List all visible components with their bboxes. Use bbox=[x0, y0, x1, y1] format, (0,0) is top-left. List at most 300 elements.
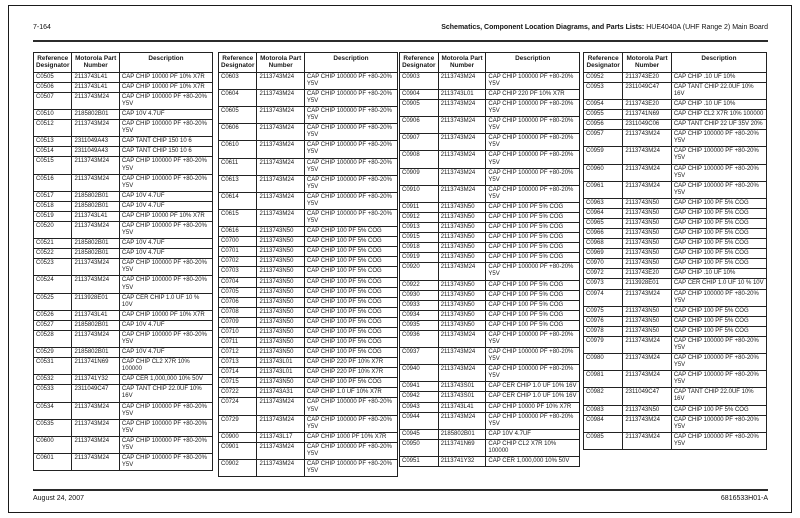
table-row bbox=[584, 198, 767, 208]
table-row bbox=[400, 223, 580, 233]
description-cell: CAP CHIP 100 PF 5% COG bbox=[304, 337, 397, 347]
part-number-cell: 2113743N50 bbox=[438, 320, 486, 330]
part-number-cell: 2113743N50 bbox=[623, 198, 671, 208]
ref-designator-cell: C0521 bbox=[34, 239, 72, 249]
description-cell: CAP CHIP 100000 PF +80-20% Y5V bbox=[486, 168, 580, 185]
ref-designator-cell: C0945 bbox=[400, 429, 439, 439]
part-number-cell: 2113743N50 bbox=[257, 378, 304, 388]
description-cell: CAP CHIP 100 PF 5% COG bbox=[304, 277, 397, 287]
ref-designator-cell: C0950 bbox=[400, 439, 439, 456]
part-number-cell: 2113743N50 bbox=[257, 267, 304, 277]
ref-designator-cell: C0953 bbox=[584, 82, 623, 99]
table-header-row bbox=[400, 53, 580, 73]
ref-designator-cell: C0984 bbox=[584, 415, 623, 432]
ref-designator-cell: C0912 bbox=[400, 212, 439, 222]
part-number-cell: 2311049C47 bbox=[72, 385, 119, 402]
description-cell: CAP CHIP 100000 PF +80-20% Y5V bbox=[119, 157, 212, 174]
description-cell: CAP CER CHIP 1.0 UF 10% 16V bbox=[486, 382, 580, 392]
table-row bbox=[34, 72, 213, 82]
part-number-cell: 2113743M24 bbox=[72, 402, 119, 419]
part-number-cell: 2113743M24 bbox=[438, 72, 486, 89]
part-number-cell: 2113743M24 bbox=[72, 174, 119, 191]
table-header-row bbox=[219, 53, 398, 73]
header-title-section: Schematics, Component Location Diagrams, and Parts Lists: bbox=[441, 24, 645, 31]
ref-designator-cell: C0601 bbox=[34, 454, 72, 471]
description-cell: CAP CHIP 10000 PF 10% X7R bbox=[119, 72, 212, 82]
part-number-cell: 2113743N50 bbox=[438, 310, 486, 320]
ref-designator-cell: C0703 bbox=[219, 267, 257, 277]
ref-designator-cell: C0943 bbox=[400, 402, 439, 412]
part-number-cell: 2113743E20 bbox=[623, 269, 671, 279]
parts-table-column-4 bbox=[583, 52, 767, 450]
column-header: Description bbox=[671, 53, 766, 73]
ref-designator-cell: C0533 bbox=[34, 385, 72, 402]
ref-designator-cell: C0605 bbox=[219, 107, 257, 124]
table-row bbox=[584, 269, 767, 279]
description-cell: CAP CHIP 100000 PF +80-20% Y5V bbox=[119, 259, 212, 276]
table-row bbox=[34, 147, 213, 157]
description-cell: CAP 10V 4.7UF bbox=[119, 110, 212, 120]
part-number-cell: 2113743M24 bbox=[257, 158, 304, 175]
description-cell: CAP CHIP 100000 PF +80-20% Y5V bbox=[486, 72, 580, 89]
part-number-cell: 2113743M24 bbox=[257, 460, 304, 477]
part-number-cell: 2113743M24 bbox=[438, 412, 486, 429]
part-number-cell: 2113743M24 bbox=[623, 371, 671, 388]
description-cell: CAP CER 1,000,000 10% 50V bbox=[119, 375, 212, 385]
table-row bbox=[34, 211, 213, 221]
description-cell: CAP CHIP 100000 PF +80-20% Y5V bbox=[119, 221, 212, 238]
part-number-cell: 2113743M24 bbox=[438, 348, 486, 365]
table-row bbox=[400, 402, 580, 412]
ref-designator-cell: C0704 bbox=[219, 277, 257, 287]
description-cell: CAP CHIP 100000 PF +80-20% Y5V bbox=[119, 276, 212, 293]
part-number-cell: 2185802B01 bbox=[72, 191, 119, 201]
ref-designator-cell: C0708 bbox=[219, 307, 257, 317]
table-row bbox=[584, 130, 767, 147]
description-cell: CAP CHIP 220 PF 10% X7R bbox=[486, 89, 580, 99]
column-header: Motorola Part Number bbox=[72, 53, 119, 73]
parts-table-column-1 bbox=[33, 52, 213, 471]
part-number-cell: 2113743E20 bbox=[623, 72, 671, 82]
ref-designator-cell: C0527 bbox=[34, 320, 72, 330]
part-number-cell: 2113743N50 bbox=[623, 405, 671, 415]
ref-designator-cell: C0516 bbox=[34, 174, 72, 191]
part-number-cell: 2113743M24 bbox=[623, 336, 671, 353]
part-number-cell: 2113743N50 bbox=[257, 337, 304, 347]
ref-designator-cell: C0956 bbox=[584, 120, 623, 130]
ref-designator-cell: C0713 bbox=[219, 358, 257, 368]
table-row bbox=[400, 348, 580, 365]
part-number-cell: 2113743N50 bbox=[257, 237, 304, 247]
description-cell: CAP TANT CHIP 150 10 6 bbox=[119, 147, 212, 157]
part-number-cell: 2113743M24 bbox=[257, 175, 304, 192]
column-header: Reference Designator bbox=[34, 53, 72, 73]
column-header: Description bbox=[119, 53, 212, 73]
ref-designator-cell: C0951 bbox=[400, 457, 439, 467]
part-number-cell: 2311049C47 bbox=[623, 82, 671, 99]
column-header: Reference Designator bbox=[219, 53, 257, 73]
part-number-cell: 2113743N50 bbox=[257, 287, 304, 297]
description-cell: CAP CHIP 100 PF 5% COG bbox=[671, 249, 766, 259]
description-cell: CAP CHIP 100 PF 5% COG bbox=[486, 212, 580, 222]
description-cell: CAP CHIP 100000 PF +80-20% Y5V bbox=[304, 442, 397, 459]
table-row bbox=[400, 99, 580, 116]
description-cell: CAP CHIP 100 PF 5% COG bbox=[671, 239, 766, 249]
ref-designator-cell: C0910 bbox=[400, 185, 439, 202]
ref-designator-cell: C0975 bbox=[584, 306, 623, 316]
table-row bbox=[584, 388, 767, 405]
ref-designator-cell: C0954 bbox=[584, 99, 623, 109]
part-number-cell: 2185802B01 bbox=[72, 239, 119, 249]
table-row bbox=[34, 157, 213, 174]
ref-designator-cell: C0915 bbox=[400, 233, 439, 243]
table-row bbox=[400, 212, 580, 222]
part-number-cell: 2113743M24 bbox=[257, 107, 304, 124]
header-title bbox=[441, 24, 768, 31]
description-cell: CAP CHIP 100 PF 5% COG bbox=[671, 405, 766, 415]
part-number-cell: 2113743N50 bbox=[257, 277, 304, 287]
table-row bbox=[584, 249, 767, 259]
description-cell: CAP CER CHIP 1.0 UF 10 % 10V bbox=[671, 279, 766, 289]
part-number-cell: 2113743L41 bbox=[438, 402, 486, 412]
ref-designator-cell: C0933 bbox=[400, 300, 439, 310]
table-row bbox=[219, 175, 398, 192]
ref-designator-cell: C0964 bbox=[584, 208, 623, 218]
description-cell: CAP CHIP 100000 PF +80-20% Y5V bbox=[671, 371, 766, 388]
table-row bbox=[34, 348, 213, 358]
part-number-cell: 2311049A43 bbox=[72, 147, 119, 157]
table-row bbox=[34, 454, 213, 471]
ref-designator-cell: C0610 bbox=[219, 141, 257, 158]
table-row bbox=[219, 237, 398, 247]
table-row bbox=[219, 327, 398, 337]
table-row bbox=[219, 247, 398, 257]
description-cell: CAP CHIP 100 PF 5% COG bbox=[486, 202, 580, 212]
part-number-cell: 2113743N50 bbox=[257, 307, 304, 317]
table-row bbox=[584, 181, 767, 198]
column-header: Motorola Part Number bbox=[257, 53, 304, 73]
part-number-cell: 2113743M24 bbox=[623, 147, 671, 164]
ref-designator-cell: C0982 bbox=[584, 388, 623, 405]
table-row bbox=[219, 257, 398, 267]
description-cell: CAP CHIP 100 PF 5% COG bbox=[486, 233, 580, 243]
ref-designator-cell: C0900 bbox=[219, 432, 257, 442]
description-cell: CAP CHIP .10 UF 10% bbox=[671, 269, 766, 279]
ref-designator-cell: C0960 bbox=[584, 164, 623, 181]
description-cell: CAP 10V 4.7UF bbox=[119, 201, 212, 211]
part-number-cell: 2311049C06 bbox=[623, 120, 671, 130]
description-cell: CAP CHIP 1000 PF 10% X7R bbox=[304, 432, 397, 442]
table-row bbox=[400, 263, 580, 280]
table-row bbox=[34, 293, 213, 310]
part-number-cell: 2113743M24 bbox=[623, 289, 671, 306]
description-cell: CAP CHIP 100000 PF +80-20% Y5V bbox=[304, 415, 397, 432]
part-number-cell: 2113743N50 bbox=[438, 300, 486, 310]
table-row bbox=[584, 259, 767, 269]
ref-designator-cell: C0901 bbox=[219, 442, 257, 459]
part-number-cell: 2113743M24 bbox=[257, 192, 304, 209]
table-row bbox=[400, 253, 580, 263]
description-cell: CAP CHIP 100000 PF +80-20% Y5V bbox=[671, 289, 766, 306]
table-row bbox=[400, 243, 580, 253]
ref-designator-cell: C0711 bbox=[219, 337, 257, 347]
description-cell: CAP CHIP 100 PF 5% COG bbox=[671, 326, 766, 336]
description-cell: CAP CHIP 100 PF 5% COG bbox=[671, 229, 766, 239]
table-row bbox=[219, 388, 398, 398]
footer-date: August 24, 2007 bbox=[33, 495, 84, 502]
ref-designator-cell: C0616 bbox=[219, 227, 257, 237]
part-number-cell: 2113743M24 bbox=[72, 259, 119, 276]
table-row bbox=[219, 209, 398, 226]
table-row bbox=[219, 415, 398, 432]
part-number-cell: 2113743M24 bbox=[257, 442, 304, 459]
part-number-cell: 2113743M24 bbox=[438, 134, 486, 151]
part-number-cell: 2311049A43 bbox=[72, 137, 119, 147]
ref-designator-cell: C0712 bbox=[219, 348, 257, 358]
table-row bbox=[400, 233, 580, 243]
part-number-cell: 2113743M24 bbox=[72, 454, 119, 471]
table-row bbox=[584, 82, 767, 99]
part-number-cell: 2113743N50 bbox=[623, 326, 671, 336]
description-cell: CAP CHIP 100 PF 5% COG bbox=[304, 348, 397, 358]
description-cell: CAP CHIP 10000 PF 10% X7R bbox=[119, 82, 212, 92]
description-cell: CAP CER CHIP 1.0 UF 10 % 10V bbox=[119, 293, 212, 310]
table-row bbox=[400, 412, 580, 429]
ref-designator-cell: C0903 bbox=[400, 72, 439, 89]
ref-designator-cell: C0526 bbox=[34, 310, 72, 320]
header-title-board: HUE4040A (UHF Range 2) Main Board bbox=[644, 24, 768, 31]
description-cell: CAP CHIP 100 PF 5% COG bbox=[671, 218, 766, 228]
description-cell: CAP CER 1,000,000 10% 50V bbox=[486, 457, 580, 467]
description-cell: CAP CHIP 100000 PF +80-20% Y5V bbox=[486, 263, 580, 280]
ref-designator-cell: C0955 bbox=[584, 110, 623, 120]
ref-designator-cell: C0604 bbox=[219, 89, 257, 106]
table-row bbox=[219, 432, 398, 442]
ref-designator-cell: C0980 bbox=[584, 354, 623, 371]
part-number-cell: 2113743N50 bbox=[438, 223, 486, 233]
table-row bbox=[34, 221, 213, 238]
ref-designator-cell: C0972 bbox=[584, 269, 623, 279]
table-row bbox=[584, 120, 767, 130]
part-number-cell: 2113743M24 bbox=[257, 124, 304, 141]
table-row bbox=[400, 134, 580, 151]
description-cell: CAP CHIP 100000 PF +80-20% Y5V bbox=[304, 175, 397, 192]
ref-designator-cell: C0507 bbox=[34, 92, 72, 109]
description-cell: CAP CHIP 100000 PF +80-20% Y5V bbox=[486, 151, 580, 168]
ref-designator-cell: C0518 bbox=[34, 201, 72, 211]
part-number-cell: 2113743N50 bbox=[438, 202, 486, 212]
description-cell: CAP CHIP 100000 PF +80-20% Y5V bbox=[304, 209, 397, 226]
table-row bbox=[34, 92, 213, 109]
description-cell: CAP CHIP 100000 PF +80-20% Y5V bbox=[119, 92, 212, 109]
table-row bbox=[219, 107, 398, 124]
part-number-cell: 2113743N50 bbox=[438, 212, 486, 222]
part-number-cell: 2113743M24 bbox=[438, 99, 486, 116]
table-row bbox=[584, 110, 767, 120]
table-row bbox=[34, 82, 213, 92]
part-number-cell: 2113928E01 bbox=[623, 279, 671, 289]
description-cell: CAP CHIP 100000 PF +80-20% Y5V bbox=[119, 454, 212, 471]
part-number-cell: 2113743M24 bbox=[72, 436, 119, 453]
description-cell: CAP CHIP 100000 PF +80-20% Y5V bbox=[671, 147, 766, 164]
ref-designator-cell: C0935 bbox=[400, 320, 439, 330]
description-cell: CAP TANT CHIP 22.0UF 10% 16V bbox=[119, 385, 212, 402]
ref-designator-cell: C0715 bbox=[219, 378, 257, 388]
table-row bbox=[34, 249, 213, 259]
description-cell: CAP CHIP 220 PF 10% X7R bbox=[304, 368, 397, 378]
table-row bbox=[584, 279, 767, 289]
ref-designator-cell: C0532 bbox=[34, 375, 72, 385]
ref-designator-cell: C0523 bbox=[34, 259, 72, 276]
table-row bbox=[219, 141, 398, 158]
table-row bbox=[34, 201, 213, 211]
ref-designator-cell: C0940 bbox=[400, 365, 439, 382]
ref-designator-cell: C0505 bbox=[34, 72, 72, 82]
part-number-cell: 2113743M24 bbox=[72, 120, 119, 137]
table-row bbox=[584, 239, 767, 249]
ref-designator-cell: C0525 bbox=[34, 293, 72, 310]
parts-table bbox=[33, 52, 213, 471]
table-row bbox=[219, 317, 398, 327]
part-number-cell: 2113743N50 bbox=[257, 348, 304, 358]
ref-designator-cell: C0529 bbox=[34, 348, 72, 358]
ref-designator-cell: C0519 bbox=[34, 211, 72, 221]
table-row bbox=[34, 385, 213, 402]
ref-designator-cell: C0920 bbox=[400, 263, 439, 280]
description-cell: CAP CHIP 100 PF 5% COG bbox=[304, 267, 397, 277]
table-row bbox=[400, 89, 580, 99]
description-cell: CAP 10V 4.7UF bbox=[119, 249, 212, 259]
ref-designator-cell: C0613 bbox=[219, 175, 257, 192]
description-cell: CAP CHIP 100 PF 5% COG bbox=[671, 198, 766, 208]
table-row bbox=[219, 297, 398, 307]
description-cell: CAP CHIP 100 PF 5% COG bbox=[486, 253, 580, 263]
part-number-cell: 2113743N50 bbox=[438, 253, 486, 263]
part-number-cell: 2185802B01 bbox=[72, 320, 119, 330]
table-row bbox=[584, 432, 767, 449]
part-number-cell: 2113743S01 bbox=[438, 382, 486, 392]
table-row bbox=[400, 429, 580, 439]
table-row bbox=[34, 320, 213, 330]
part-number-cell: 2113743M24 bbox=[623, 130, 671, 147]
ref-designator-cell: C0974 bbox=[584, 289, 623, 306]
part-number-cell: 2113743M24 bbox=[623, 415, 671, 432]
part-number-cell: 2113741Y32 bbox=[438, 457, 486, 467]
ref-designator-cell: C0534 bbox=[34, 402, 72, 419]
description-cell: CAP CHIP 100000 PF +80-20% Y5V bbox=[671, 354, 766, 371]
table-row bbox=[219, 124, 398, 141]
description-cell: CAP CHIP 100000 PF +80-20% Y5V bbox=[486, 134, 580, 151]
part-number-cell: 2185802B01 bbox=[72, 249, 119, 259]
ref-designator-cell: C0513 bbox=[34, 137, 72, 147]
description-cell: CAP CHIP 100000 PF +80-20% Y5V bbox=[486, 365, 580, 382]
description-cell: CAP CHIP 100 PF 5% COG bbox=[304, 247, 397, 257]
description-cell: CAP CHIP 100000 PF +80-20% Y5V bbox=[671, 415, 766, 432]
part-number-cell: 2113743M24 bbox=[623, 354, 671, 371]
description-cell: CAP CHIP 100 PF 5% COG bbox=[304, 257, 397, 267]
table-row bbox=[400, 151, 580, 168]
description-cell: CAP CHIP 220 PF 10% X7R bbox=[304, 358, 397, 368]
column-header: Reference Designator bbox=[400, 53, 439, 73]
description-cell: CAP CHIP .10 UF 10% bbox=[671, 72, 766, 82]
ref-designator-cell: C0506 bbox=[34, 82, 72, 92]
ref-designator-cell: C0600 bbox=[34, 436, 72, 453]
description-cell: CAP CHIP 10000 PF 10% X7R bbox=[119, 211, 212, 221]
description-cell: CAP CHIP 100 PF 5% COG bbox=[486, 320, 580, 330]
part-number-cell: 2113743N50 bbox=[623, 229, 671, 239]
description-cell: CAP CHIP 100 PF 5% COG bbox=[304, 297, 397, 307]
part-number-cell: 2113743L01 bbox=[257, 368, 304, 378]
table-row bbox=[584, 326, 767, 336]
description-cell: CAP CHIP 100000 PF +80-20% Y5V bbox=[119, 419, 212, 436]
table-row bbox=[34, 310, 213, 320]
table-row bbox=[400, 185, 580, 202]
description-cell: CAP CHIP 100000 PF +80-20% Y5V bbox=[486, 117, 580, 134]
table-row bbox=[34, 375, 213, 385]
table-header-row bbox=[584, 53, 767, 73]
table-row bbox=[34, 120, 213, 137]
table-row bbox=[400, 382, 580, 392]
table-row bbox=[400, 290, 580, 300]
description-cell: CAP CHIP 100000 PF +80-20% Y5V bbox=[304, 89, 397, 106]
table-row bbox=[34, 259, 213, 276]
part-number-cell: 2113743E20 bbox=[623, 99, 671, 109]
ref-designator-cell: C0979 bbox=[584, 336, 623, 353]
part-number-cell: 2113741N69 bbox=[438, 439, 486, 456]
table-row bbox=[34, 174, 213, 191]
description-cell: CAP CHIP 100 PF 5% COG bbox=[304, 378, 397, 388]
ref-designator-cell: C0978 bbox=[584, 326, 623, 336]
column-header: Reference Designator bbox=[584, 53, 623, 73]
table-row bbox=[400, 280, 580, 290]
part-number-cell: 2185802B01 bbox=[438, 429, 486, 439]
ref-designator-cell: C0702 bbox=[219, 257, 257, 267]
column-header: Description bbox=[486, 53, 580, 73]
table-row bbox=[400, 320, 580, 330]
part-number-cell: 2113743M24 bbox=[438, 263, 486, 280]
part-number-cell: 2113743M24 bbox=[257, 89, 304, 106]
description-cell: CAP CHIP 100000 PF +80-20% Y5V bbox=[671, 432, 766, 449]
ref-designator-cell: C0911 bbox=[400, 202, 439, 212]
part-number-cell: 2113741N69 bbox=[72, 358, 119, 375]
description-cell: CAP CHIP 100 PF 5% COG bbox=[304, 227, 397, 237]
description-cell: CAP CHIP 100 PF 5% COG bbox=[671, 316, 766, 326]
table-row bbox=[219, 192, 398, 209]
part-number-cell: 2113741Y32 bbox=[72, 375, 119, 385]
table-row bbox=[584, 415, 767, 432]
part-number-cell: 2113743M24 bbox=[438, 185, 486, 202]
table-row bbox=[584, 208, 767, 218]
ref-designator-cell: C0515 bbox=[34, 157, 72, 174]
table-row bbox=[219, 72, 398, 89]
ref-designator-cell: C0524 bbox=[34, 276, 72, 293]
description-cell: CAP CHIP 100 PF 5% COG bbox=[304, 317, 397, 327]
part-number-cell: 2113743N50 bbox=[623, 259, 671, 269]
part-number-cell: 2113743N50 bbox=[623, 306, 671, 316]
part-number-cell: 2113743M24 bbox=[438, 151, 486, 168]
table-row bbox=[584, 306, 767, 316]
part-number-cell: 2185802B01 bbox=[72, 110, 119, 120]
parts-table-column-3 bbox=[399, 52, 580, 467]
part-number-cell: 2113743N50 bbox=[438, 290, 486, 300]
table-row bbox=[34, 402, 213, 419]
part-number-cell: 2113743M24 bbox=[72, 221, 119, 238]
column-header: Motorola Part Number bbox=[623, 53, 671, 73]
part-number-cell: 2113743M24 bbox=[257, 398, 304, 415]
description-cell: CAP CHIP 100000 PF +80-20% Y5V bbox=[304, 192, 397, 209]
description-cell: CAP CHIP 100000 PF +80-20% Y5V bbox=[304, 460, 397, 477]
description-cell: CAP 10V 4.7UF bbox=[119, 191, 212, 201]
